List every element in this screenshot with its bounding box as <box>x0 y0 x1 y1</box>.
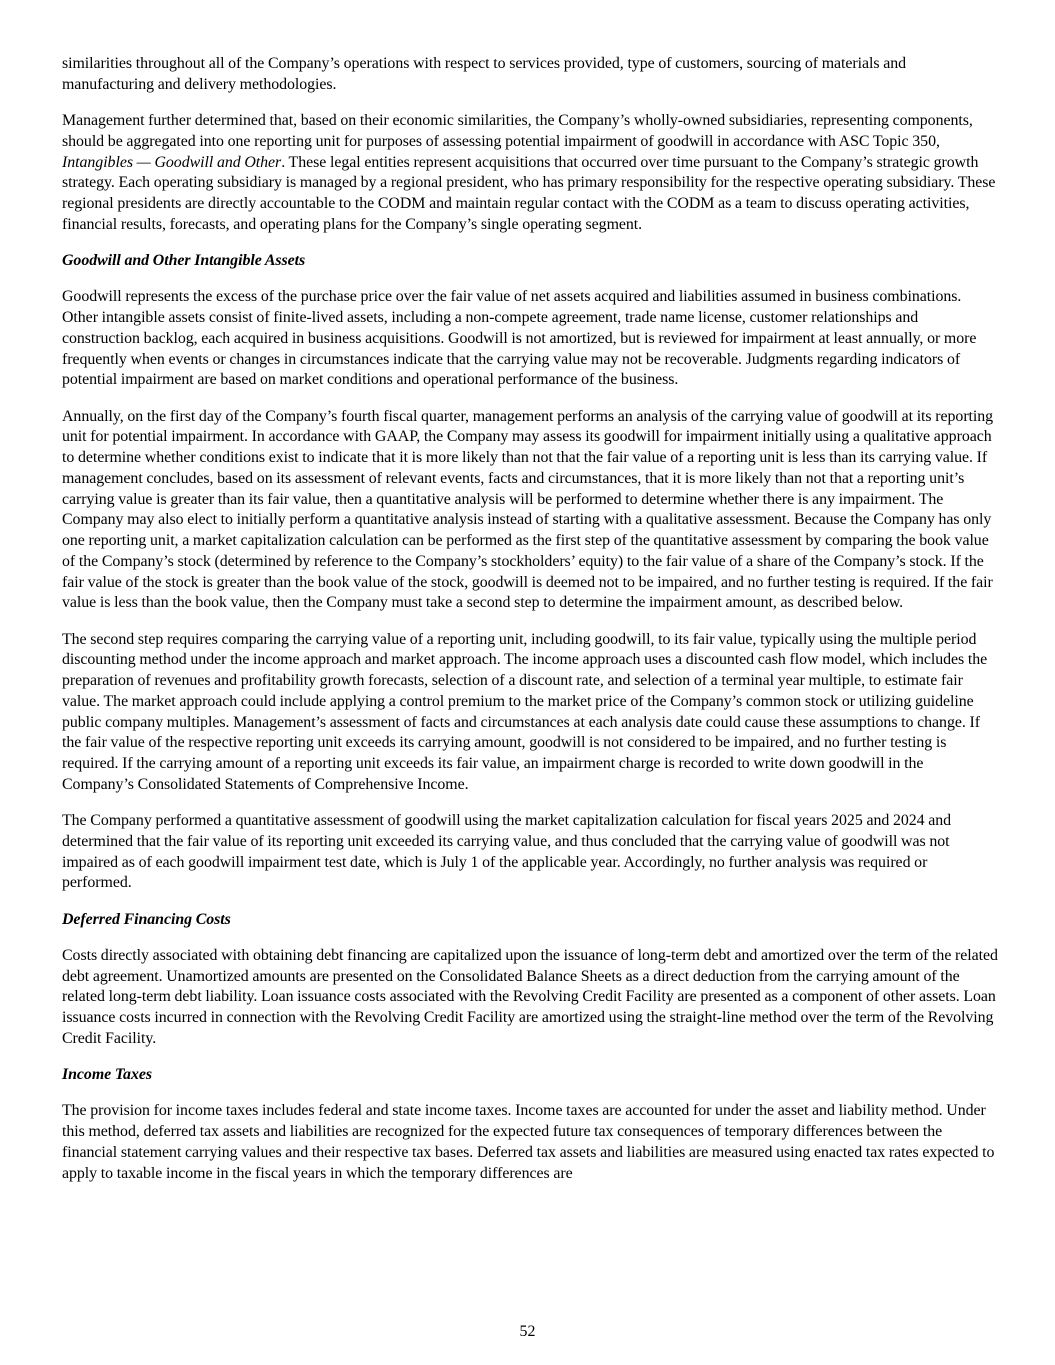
paragraph-income-taxes: The provision for income taxes includes federal and state income taxes. Income taxes are accounted for under the asset and liability method. Under this method, deferred tax assets and liabilities are recognized for the expected future tax consequences of temporary differences between the financial statement carrying values and their respective tax bases. Deferred tax assets and liabilities are measured using enacted tax rates expected to apply to taxable income in the fiscal years in which the temporary differences are <box>62 1102 995 1182</box>
section-heading-deferred-financing: Deferred Financing Costs <box>62 910 231 928</box>
paragraph-annual-impairment-analysis: Annually, on the first day of the Company’s fourth fiscal quarter, management performs an analysis of the carrying value of goodwill at its reporting unit for potential impairment. In accordance with GAAP, the Company may assess its goodwill for impairment initially using a qualitative approach to determine whether conditions exist to indicate that it is more likely than not that the fair value of a reporting unit is less than its carrying value. If management concludes, based on its assessment of relevant events, facts and circumstances, that it is more likely than not that a reporting unit’s carrying value is greater than its fair value, then a quantitative analysis will be performed to determine whether there is any impairment. The Company may also elect to initially perform a quantitative analysis instead of starting with a qualitative assessment. Because the Company has only one reporting unit, a market capitalization calculation can be performed as the first step of the quantitative assessment by comparing the book value of the Company’s stock (determined by reference to the Company’s stockholders’ equity) to the fair value of a share of the Company’s stock. If the fair value of the stock is greater than the book value of the stock, goodwill is deemed not to be impaired, and no further testing is required. If the fair value is less than the book value, then the Company must take a second step to determine the impairment amount, as described below. <box>62 407 994 612</box>
paragraph-second-step: The second step requires comparing the carrying value of a reporting unit, including goodwill, to its fair value, typically using the multiple period discounting method under the income approach and market approach. The income approach uses a discounted cash flow model, which includes the preparation of revenues and profitability growth forecasts, selection of a discount rate, and selection of a terminal year multiple, to estimate fair value. The market approach could include applying a control premium to the market price of the Company’s common stock or utilizing guideline public company multiples. Management’s assessment of facts and circumstances at each analysis date could cause these assumptions to change. If the fair value of the respective reporting unit exceeds its carrying amount, goodwill is not considered to be impaired, and no further testing is required. If the carrying amount of a reporting unit exceeds its fair value, an impairment charge is recorded to write down goodwill in the Company’s Consolidated Statements of Comprehensive Income. <box>62 630 988 793</box>
paragraph-goodwill-definition: Goodwill represents the excess of the purchase price over the fair value of net assets acquired and liabilities assumed in business combinations. Other intangible assets consist of finite-lived assets, including a non-compete agreement, trade name license, customer relationships and construction backlog, each acquired in business acquisitions. Goodwill is not amortized, but is reviewed for impairment at least annually, or more frequently when events or changes in circumstances indicate that the carrying value may not be recoverable. Judgments regarding indicators of potential impairment are based on market conditions and operational performance of the business. <box>62 288 977 389</box>
paragraph-deferred-financing: Costs directly associated with obtaining debt financing are capitalized upon the issuance of long-term debt and amortized over the term of the related debt agreement. Unamortized amounts are presented on the Consolidated Balance Sheets as a direct deduction from the carrying amount of the related long-term debt liability. Loan issuance costs associated with the Revolving Credit Facility are presented as a component of other assets. Loan issuance costs incurred in connection with the Revolving Credit Facility are amortized using the straight-line method over the term of the Revolving Credit Facility. <box>62 946 998 1047</box>
paragraph-text: . These legal entities represent acquisitions that occurred over time pursuant to the Company’s strategic growth strategy. Each operating subsidiary is managed by a regional president, who has primary responsibility for the respective operating subsidiary. These regional presidents are directly accountable to the CODM and maintain regular contact with the CODM as a team to discuss operating activities, financial results, forecasts, and operating plans for the Company’s single operating segment. <box>62 153 996 233</box>
section-heading-income-taxes: Income Taxes <box>62 1066 152 1083</box>
paragraph-reporting-unit-aggregation <box>62 111 998 236</box>
page-number: 52 <box>519 1323 536 1340</box>
paragraph-segment-similarities: similarities throughout all of the Company’s operations with respect to services provided, type of customers, sourcing of materials and manufacturing and delivery methodologies. <box>62 55 907 93</box>
paragraph-text: Management further determined that, based on their economic similarities, the Company’s wholly-owned subsidiaries, representing components, should be aggregated into one reporting unit for purposes of assessing potential impairment of goodwill in accordance with ASC Topic 350, <box>62 112 973 150</box>
asc-topic-title: Intangibles — Goodwill and Other <box>62 153 282 171</box>
section-heading-goodwill: Goodwill and Other Intangible Assets <box>62 252 306 269</box>
document-body <box>62 54 998 1200</box>
paragraph-quantitative-assessment: The Company performed a quantitative assessment of goodwill using the market capitalization calculation for fiscal years 2025 and 2024 and determined that the fair value of its reporting unit exceeded its carrying value, and thus concluded that the carrying value of goodwill was not impaired as of each goodwill impairment test date, which is July 1 of the applicable year. Accordingly, no further analysis was required or performed. <box>62 812 952 892</box>
